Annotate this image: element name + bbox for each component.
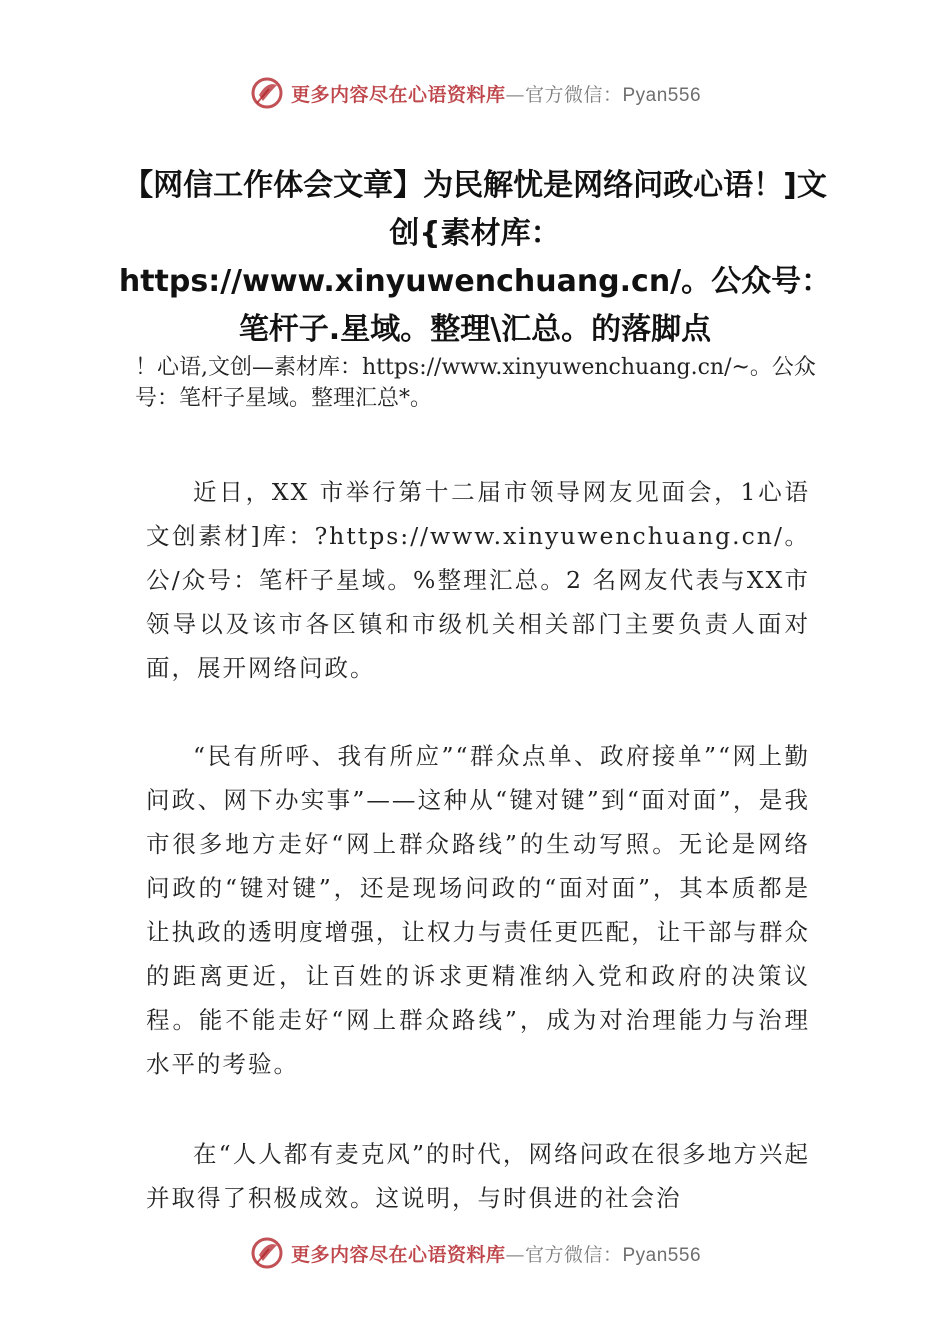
body-paragraph-2: “民有所呼、我有所应”“群众点单、政府接单”“网上勤问政、网下办实事”——这种从“键对键”到“面对面”，是我市很多地方走好“网上群众路线”的生动写照。无论是网络问政的“键对键”，还是现场问政的“面对面”，其本质都是让执政的透明度增强，让权力与责任更匹配，让干部与群众的距离更近，让百姓的诉求更精准纳入党和政府的决策议程。能不能走好“网上群众路线”，成为对治理能力与治理水平的考验。 bbox=[146, 742, 810, 1078]
banner-main-text: 更多内容尽在心语资料库 bbox=[290, 1243, 506, 1266]
banner-dash: — bbox=[505, 1243, 525, 1266]
document-title: 【网信工作体会文章】为民解忧是网络问政心语！]文创{素材库：https://www.xinyuwenchuang.cn/。公众号：笔杆子.星域。整理\汇总。的落脚点 bbox=[118, 168, 832, 347]
heart-quill-icon bbox=[249, 1235, 285, 1271]
banner-wechat-label: 官方微信： bbox=[524, 1243, 623, 1266]
banner-main-text: 更多内容尽在心语资料库 bbox=[290, 83, 506, 106]
banner-content bbox=[249, 1235, 701, 1271]
header-watermark-banner bbox=[0, 68, 950, 118]
banner-dash: — bbox=[505, 83, 525, 106]
heart-quill-icon bbox=[249, 75, 285, 111]
body-paragraph-1: 近日，XX 市举行第十二届市领导网友见面会，1心语文创素材]库：?https://www.xinyuwenchuang.cn/。公/众号：笔杆子星域。%整理汇总。2 名网友代表与XX市领导以及该市各区镇和市级机关相关部门主要负责人面对面，展开网络问政。 bbox=[146, 478, 810, 682]
body-paragraph-3: 在“人人都有麦克风”的时代，网络问政在很多地方兴起并取得了积极成效。这说明，与时俱进的社会治 bbox=[146, 1140, 810, 1212]
source-note: ！心语,文创—素材库：https://www.xinyuwenchuang.cn/~。公众号：笔杆子星域。整理汇总*。 bbox=[135, 355, 816, 411]
footer-watermark-banner bbox=[0, 1228, 950, 1278]
banner-wechat-id: Pyan556 bbox=[622, 1244, 702, 1266]
banner-text bbox=[291, 1240, 701, 1267]
banner-wechat-id: Pyan556 bbox=[622, 84, 702, 106]
banner-wechat-label: 官方微信： bbox=[524, 83, 623, 106]
banner-text bbox=[291, 80, 701, 107]
banner-content bbox=[249, 75, 701, 111]
